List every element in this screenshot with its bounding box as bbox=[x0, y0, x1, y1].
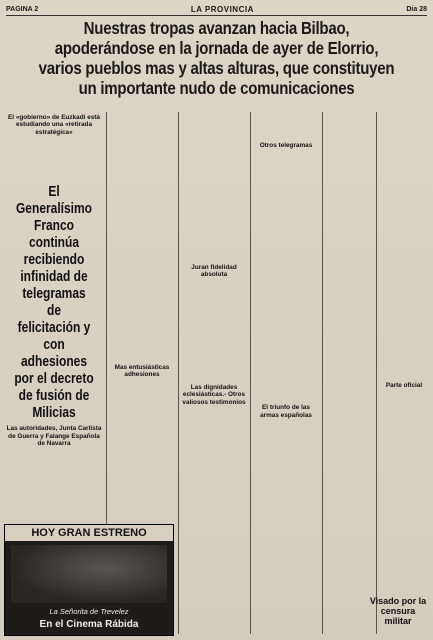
column-4 bbox=[252, 112, 320, 636]
article-heading-otros-telegramas: Otros telegramas bbox=[259, 142, 313, 149]
column-3 bbox=[180, 112, 248, 636]
article-heading-triunfo: El triunfo de las armas españolas bbox=[260, 404, 312, 419]
article-heading-juran: Juran fidelidad absoluta bbox=[191, 264, 237, 279]
article-heading-parte-oficial: Parte oficial bbox=[385, 382, 423, 389]
column-6 bbox=[378, 112, 430, 636]
column-rule bbox=[376, 112, 377, 634]
main-headline: Nuestras tropas avanzan hacia Bilbao, apoderándose en la jornada de ayer de Elorrio, varios pueblos mas y altas alturas, que constituyen un importante nudo de comunicaciones bbox=[38, 18, 395, 98]
article-heading-franco: El Generalísimo Franco continúa recibiendo infinidad de telegramas de felicitación y con adhesiones por el decreto de fusión de Milicias bbox=[14, 183, 94, 422]
cinema-photo bbox=[11, 545, 167, 603]
article-heading-mas-entusiasticas: Mas entusiásticas adhesiones bbox=[114, 364, 170, 379]
masthead: LA PROVINCIA bbox=[190, 5, 254, 14]
article-heading-dignidades: Las dignidades eclesiásticas.- Otros valiosos testimonios bbox=[182, 383, 246, 406]
cinema-advertisement bbox=[4, 524, 174, 636]
column-rule bbox=[250, 112, 251, 634]
article-heading-euzkadi: El «gobierno» de Euzkadi está estudiando una «retirada estratégica» bbox=[8, 114, 100, 136]
cinema-venue: En el Cinema Rábida bbox=[39, 619, 139, 630]
column-5 bbox=[324, 112, 376, 636]
article-heading-navarra: Las autoridades, Junta Carlista de Guerra y Falange Española de Navarra bbox=[6, 425, 102, 447]
censorship-stamp: Visado por la censura militar bbox=[369, 596, 427, 626]
body-text bbox=[4, 139, 104, 179]
cinema-film-title: La Señorita de Trevelez bbox=[49, 607, 129, 616]
page-number: PAGINA 2 bbox=[6, 6, 39, 13]
page-header bbox=[6, 4, 427, 16]
column-rule bbox=[322, 112, 323, 634]
page-date: Dia 28 bbox=[406, 6, 427, 13]
cinema-heading: HOY GRAN ESTRENO bbox=[5, 525, 173, 541]
column-rule bbox=[178, 112, 179, 634]
